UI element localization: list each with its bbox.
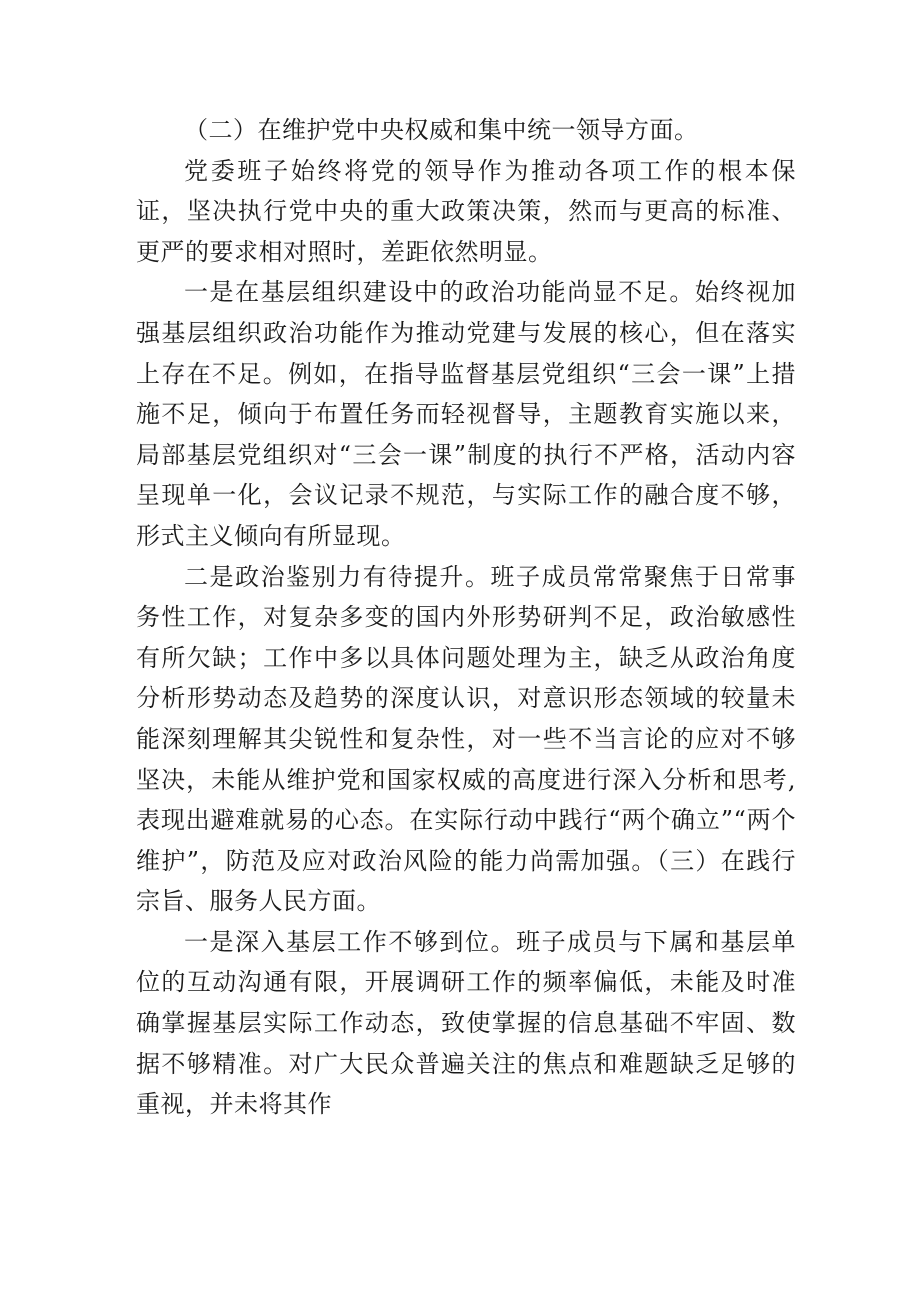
document-body — [136, 110, 796, 1125]
paragraph-intro: 党委班子始终将党的领导作为推动各项工作的根本保证，坚决执行党中央的重大政策决策，然而与更高的标准、更严的要求相对照时，差距依然明显。 — [136, 156, 796, 266]
paragraph-section-3-point-1: 一是深入基层工作不够到位。班子成员与下属和基层单位的互动沟通有限，开展调研工作的频率偏低，未能及时准确掌握基层实际工作动态，致使掌握的信息基础不牢固、数据不够精准。对广大民众普遍关注的焦点和难题缺乏足够的重视，并未将其作 — [136, 927, 796, 1119]
paragraph-point-2: 二是政治鉴别力有待提升。班子成员常常聚焦于日常事务性工作，对复杂多变的国内外形势研判不足，政治敏感性有所欠缺；工作中多以具体问题处理为主，缺乏从政治角度分析形势动态及趋势的深度认识，对意识形态领域的较量未能深刻理解其尖锐性和复杂性，对一些不当言论的应对不够坚决，未能从维护党和国家权威的高度进行深入分析和思考,表现出避难就易的心态。在实际行动中践行“两个确立”“两个维护”，防范及应对政治风险的能力尚需加强。（三）在践行宗旨、服务人民方面。 — [136, 562, 796, 916]
paragraph-point-1: 一是在基层组织建设中的政治功能尚显不足。始终视加强基层组织政治功能作为推动党建与发展的核心，但在落实上存在不足。例如，在指导监督基层党组织“三会一课”上措施不足，倾向于布置任务而轻视督导，主题教育实施以来，局部基层党组织对“三会一课”制度的执行不严格，活动内容呈现单一化，会议记录不规范，与实际工作的融合度不够，形式主义倾向有所显现。 — [136, 278, 796, 550]
section-heading-2: （二）在维护党中央权威和集中统一领导方面。 — [184, 116, 699, 144]
